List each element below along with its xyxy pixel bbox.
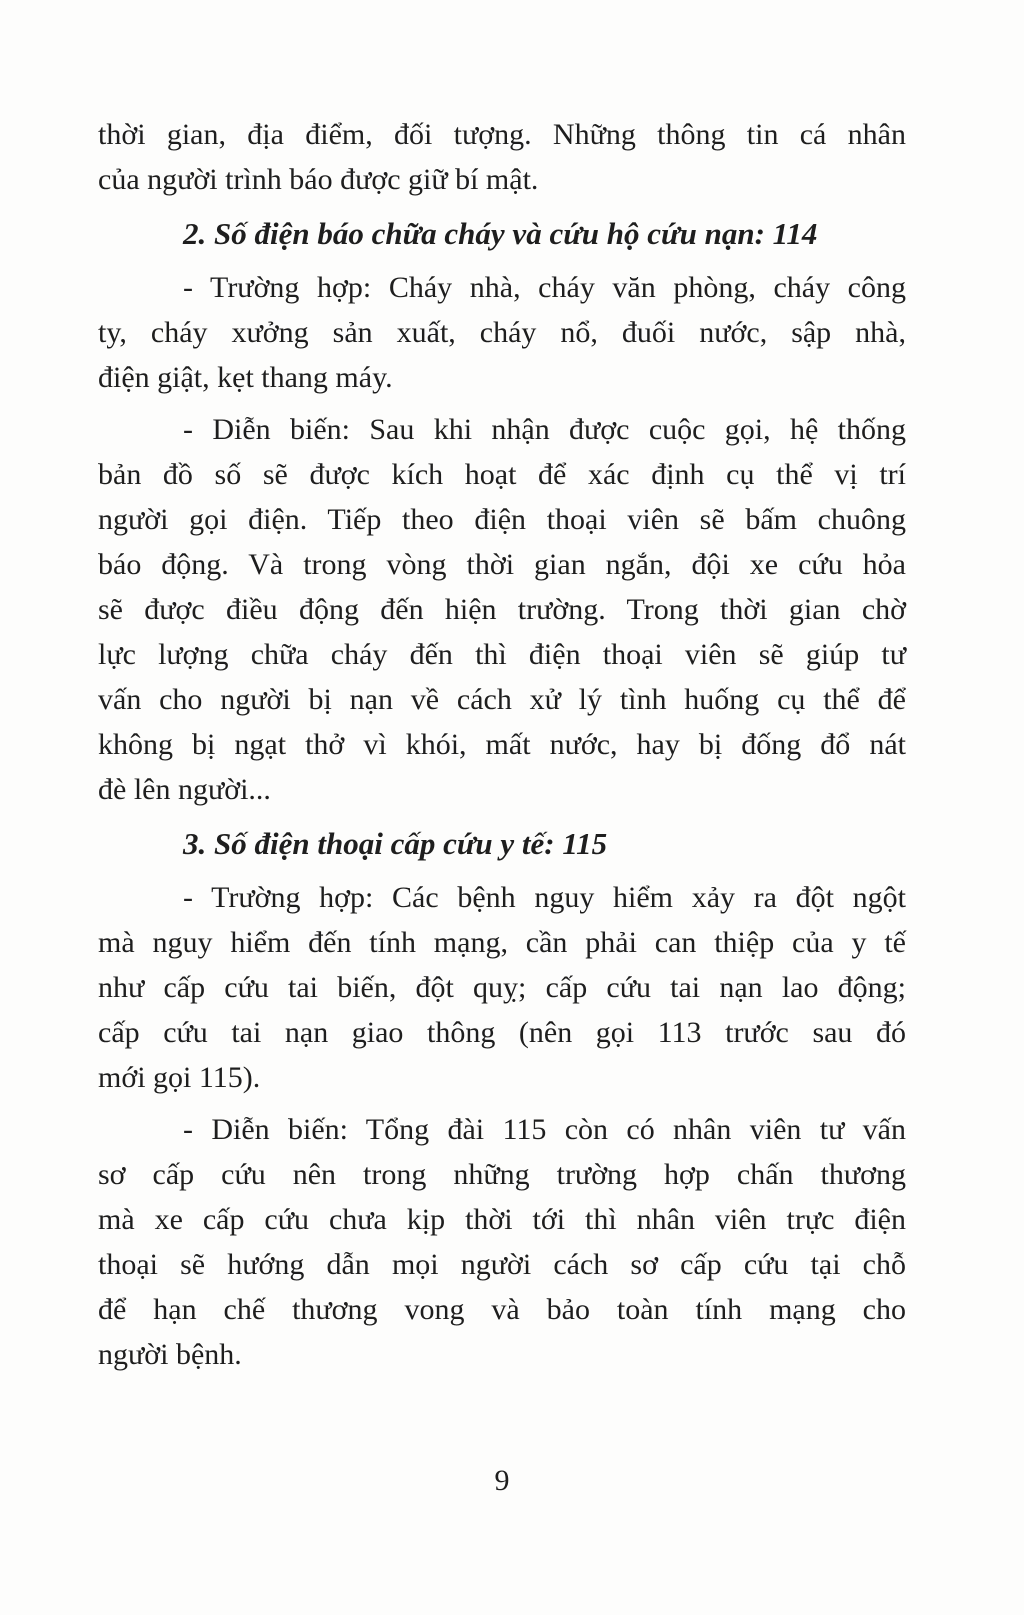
- paragraph: [98, 265, 906, 400]
- text-line: - Diễn biến: Tổng đài 115 còn có nhân viên tư vấn: [183, 1113, 906, 1146]
- text-line: mới gọi 115).: [98, 1061, 261, 1094]
- text-line: như cấp cứu tai biến, đột quỵ; cấp cứu tai nạn lao động;: [98, 971, 906, 1004]
- paragraph: [98, 407, 906, 812]
- text-line: báo động. Và trong vòng thời gian ngắn, đội xe cứu hỏa: [98, 548, 906, 581]
- text-line: thời gian, địa điểm, đối tượng. Những thông tin cá nhân: [98, 118, 906, 151]
- page-content: [98, 112, 906, 1377]
- text-line: - Diễn biến: Sau khi nhận được cuộc gọi, hệ thống: [183, 413, 906, 446]
- text-line: người bệnh.: [98, 1338, 242, 1371]
- text-line: ty, cháy xưởng sản xuất, cháy nổ, đuối nước, sập nhà,: [98, 316, 906, 349]
- text-line: không bị ngạt thở vì khói, mất nước, hay bị đống đổ nát: [98, 728, 906, 761]
- text-line: điện giật, kẹt thang máy.: [98, 361, 393, 394]
- text-line: cấp cứu tai nạn giao thông (nên gọi 113 trước sau đó: [98, 1016, 906, 1049]
- text-line: người gọi điện. Tiếp theo điện thoại viên sẽ bấm chuông: [98, 503, 906, 536]
- text-line: vấn cho người bị nạn về cách xử lý tình huống cụ thể để: [98, 683, 906, 716]
- text-line: đè lên người...: [98, 773, 271, 806]
- section-heading: 2. Số điện báo chữa cháy và cứu hộ cứu nạn: 114: [183, 216, 818, 251]
- text-line: thoại sẽ hướng dẫn mọi người cách sơ cấp cứu tại chỗ: [98, 1248, 906, 1281]
- text-line: sơ cấp cứu nên trong những trường hợp chấn thương: [98, 1158, 906, 1191]
- paragraph: [98, 112, 906, 202]
- text-line: - Trường hợp: Cháy nhà, cháy văn phòng, cháy công: [183, 271, 906, 304]
- page-number: 9: [494, 1464, 510, 1497]
- text-line: của người trình báo được giữ bí mật.: [98, 163, 539, 196]
- section-heading: 3. Số điện thoại cấp cứu y tế: 115: [183, 826, 608, 861]
- text-line: sẽ được điều động đến hiện trường. Trong thời gian chờ: [98, 593, 906, 626]
- text-line: mà xe cấp cứu chưa kịp thời tới thì nhân viên trực điện: [98, 1203, 906, 1236]
- text-line: để hạn chế thương vong và bảo toàn tính mạng cho: [98, 1293, 906, 1326]
- text-line: - Trường hợp: Các bệnh nguy hiểm xảy ra đột ngột: [183, 881, 906, 914]
- text-line: bản đồ số sẽ được kích hoạt để xác định cụ thể vị trí: [98, 458, 906, 491]
- text-line: lực lượng chữa cháy đến thì điện thoại viên sẽ giúp tư: [98, 638, 906, 671]
- paragraph: [98, 875, 906, 1100]
- text-line: mà nguy hiểm đến tính mạng, cần phải can thiệp của y tế: [98, 926, 906, 959]
- paragraph: [98, 1107, 906, 1377]
